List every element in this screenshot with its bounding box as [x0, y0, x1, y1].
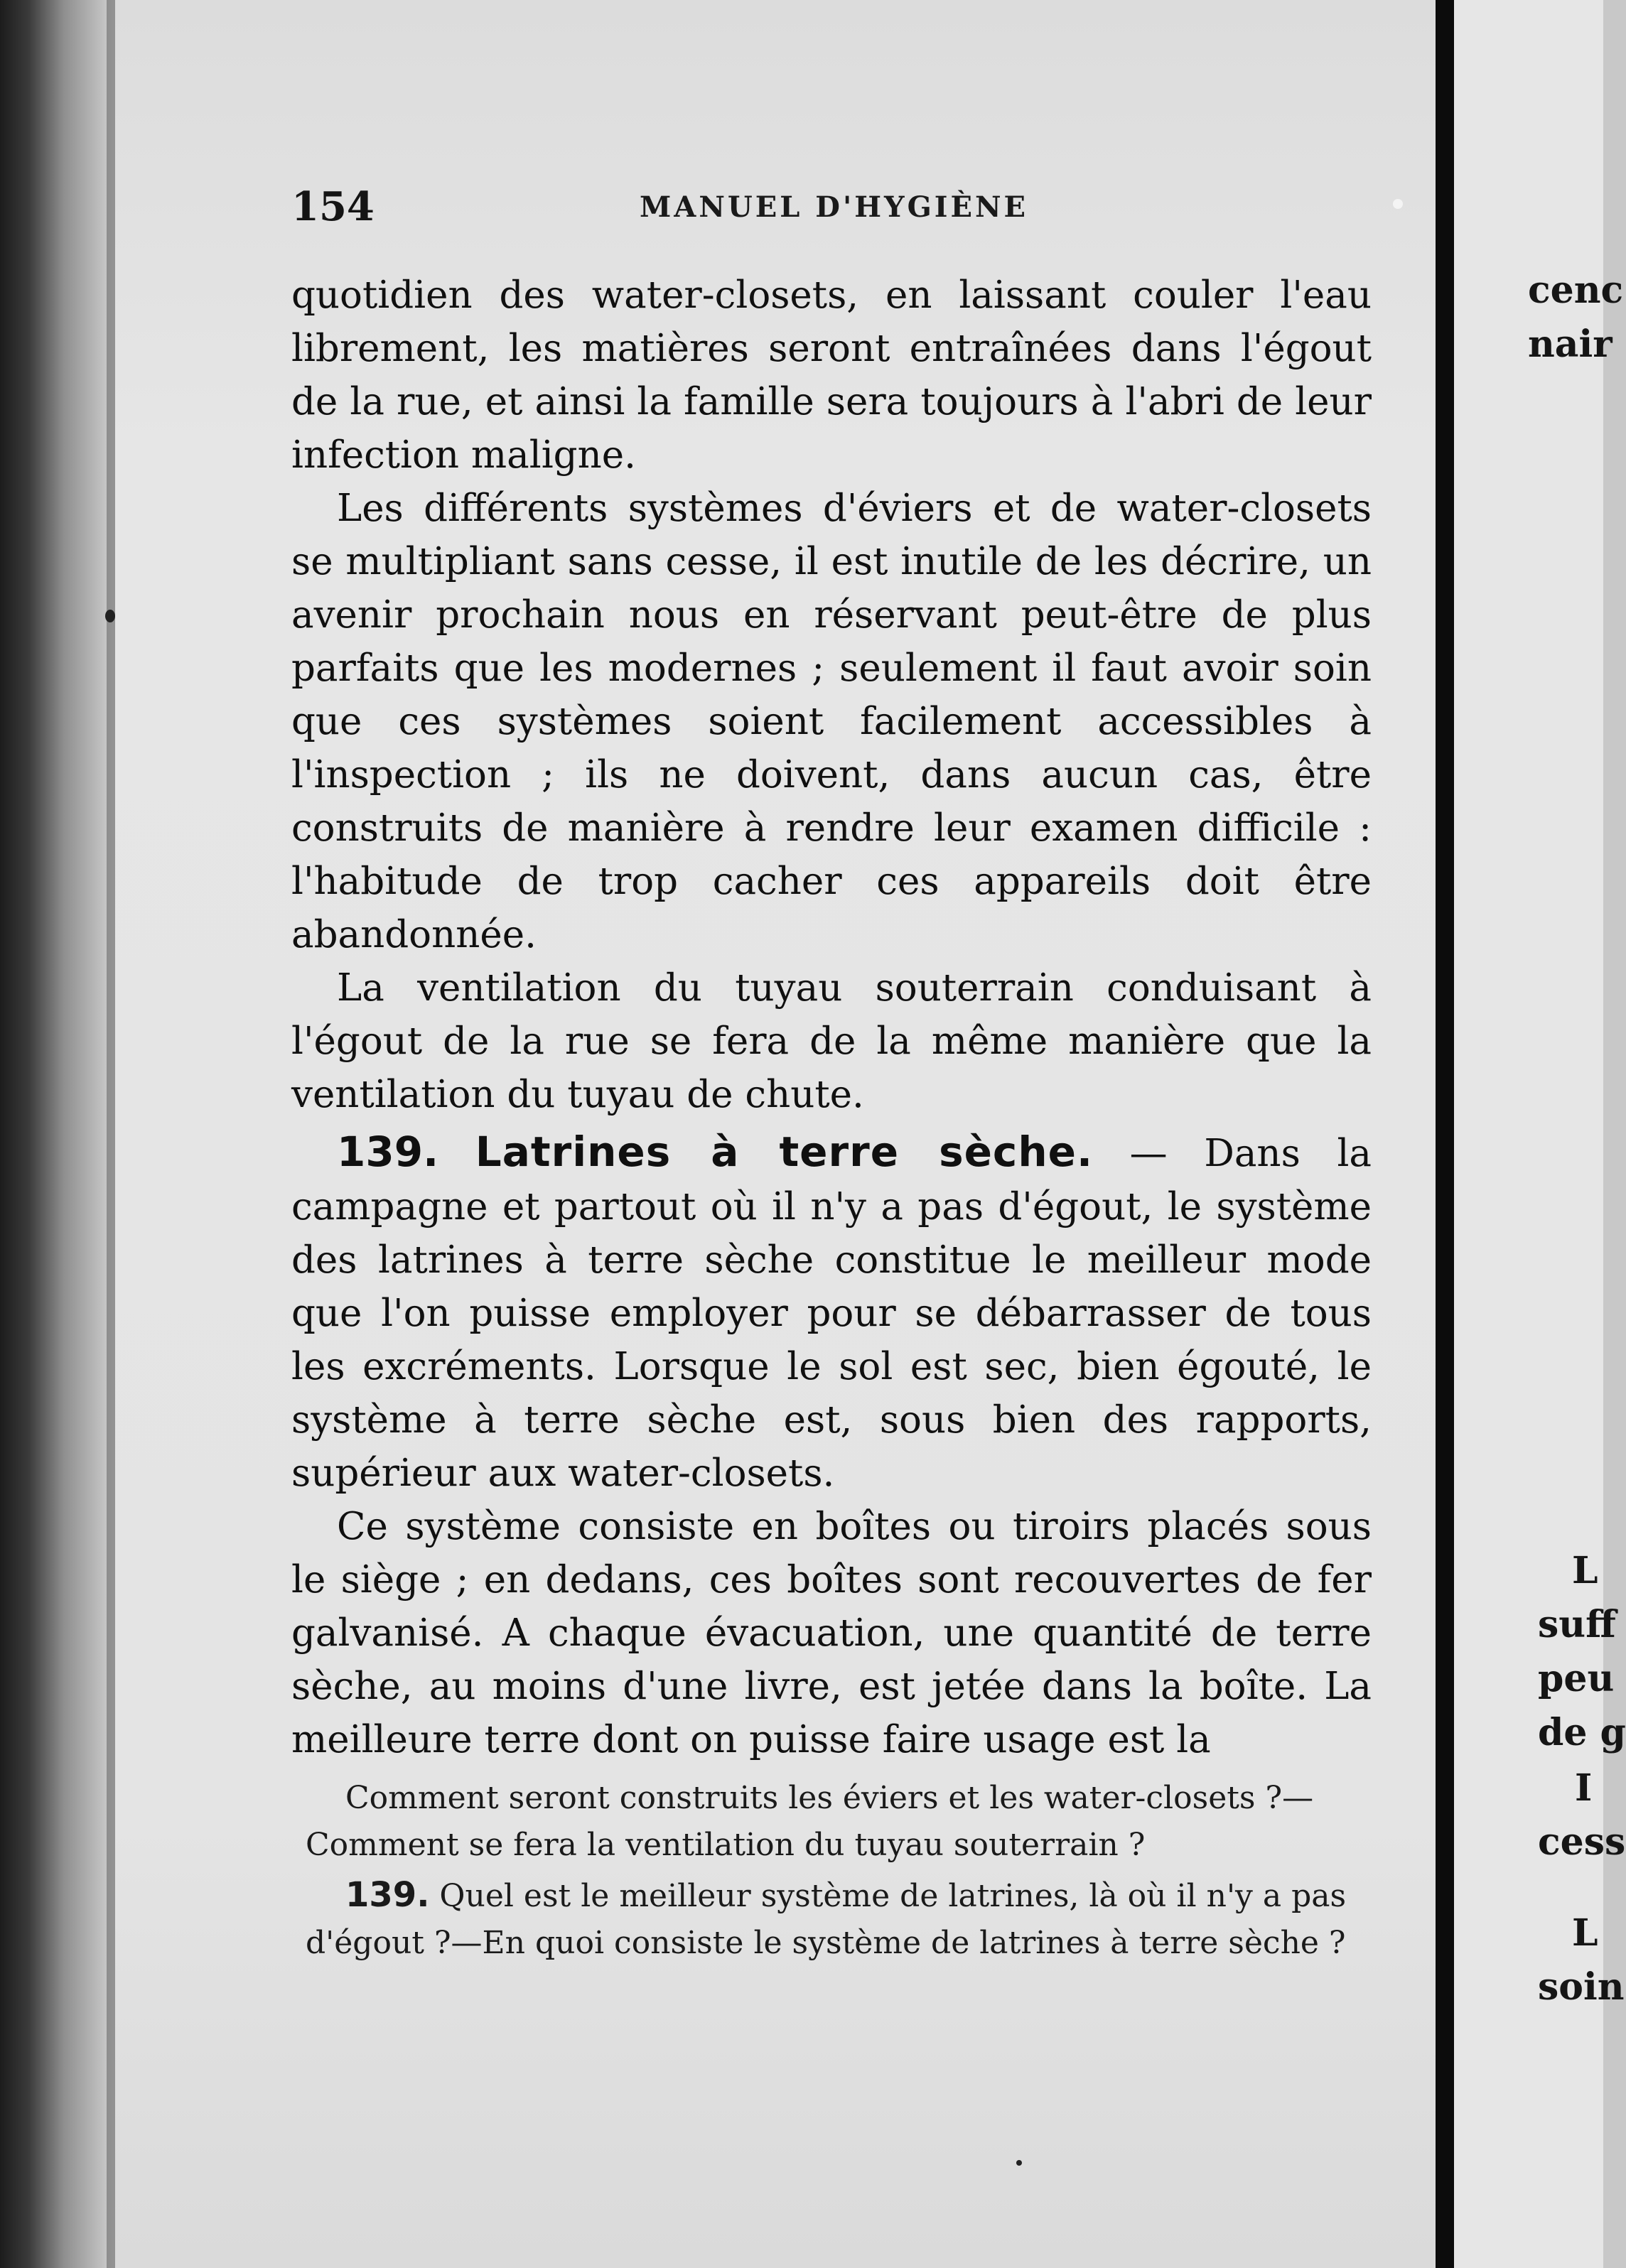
page-header: [291, 183, 1372, 233]
review-questions: [306, 1775, 1386, 1967]
question-number: 139.: [345, 1875, 430, 1915]
question: [306, 1872, 1386, 1967]
ink-speck: [1393, 199, 1403, 209]
page-body: [291, 269, 1372, 1766]
paragraph: Ce système consiste en boîtes ou tiroirs placés sous le siège ; en dedans, ces boîtes sont recouvertes de fer galvanisé. A chaque évacuation, une quantité de terre sèche, au moins d'une livre, est jetée dans la boîte. La meilleure terre dont on puisse faire usage est la: [291, 1505, 1372, 1761]
facing-page-fragment: nair: [1528, 323, 1612, 366]
facing-page-fragment: cenc: [1528, 269, 1624, 312]
facing-page-fragment: de g: [1538, 1711, 1626, 1754]
section-paragraph: [291, 1125, 1372, 1500]
question: Comment seront construits les éviers et les water-closets ?— Comment se fera la ventilation du tuyau souterrain ?: [306, 1780, 1314, 1863]
paragraph: La ventilation du tuyau souterrain conduisant à l'égout de la rue se fera de la même manière que la ventilation du tuyau de chute.: [291, 966, 1372, 1116]
section-title: Latrines à terre sèche.: [475, 1128, 1093, 1176]
ink-speck: [105, 610, 115, 622]
section-number: 139.: [337, 1128, 439, 1176]
facing-page-fragment: I: [1575, 1766, 1593, 1810]
question-text: Quel est le meilleur système de latrines, là où il n'y a pas d'égout ?—En quoi consiste le système de latrines à terre sèche ?: [306, 1878, 1347, 1961]
facing-page-fragment: L: [1572, 1911, 1598, 1955]
facing-page-fragment: peu: [1538, 1657, 1615, 1700]
facing-page-fragment: soin: [1538, 1965, 1625, 2009]
facing-page-fragment: L: [1572, 1549, 1598, 1592]
paragraph: Les différents systèmes d'éviers et de water-closets se multipliant sans cesse, il est inutile de les décrire, un avenir prochain nous en réservant peut-être de plus parfaits que les modernes ; seulement il faut avoir soin que ces systèmes soient facilement accessibles à l'inspection ; ils ne doivent, dans aucun cas, être construits de manière à rendre leur examen difficile : l'habitude de trop cacher ces appareils doit être abandonnée.: [291, 487, 1372, 956]
page-number: 154: [291, 183, 375, 230]
facing-page-fragment: suff: [1538, 1603, 1616, 1646]
ink-speck: [1016, 2160, 1022, 2166]
facing-page-fragment: cess: [1538, 1820, 1626, 1864]
running-title: MANUEL D'HYGIÈNE: [640, 190, 1028, 224]
page-gutter: [1436, 0, 1454, 2268]
paragraph: quotidien des water-closets, en laissant couler l'eau librement, les matières seront entraînées dans l'égout de la rue, et ainsi la famille sera toujours à l'abri de leur infection maligne.: [291, 274, 1372, 477]
section-text: — Dans la campagne et partout où il n'y a pas d'égout, le système des latrines à terre sèche constitue le meilleur mode que l'on puisse employer pour se débarrasser de tous les excréments. Lorsque le sol est sec, bien égouté, le système à terre sèche est, sous bien des rapports, supérieur aux water-closets.: [291, 1132, 1372, 1495]
